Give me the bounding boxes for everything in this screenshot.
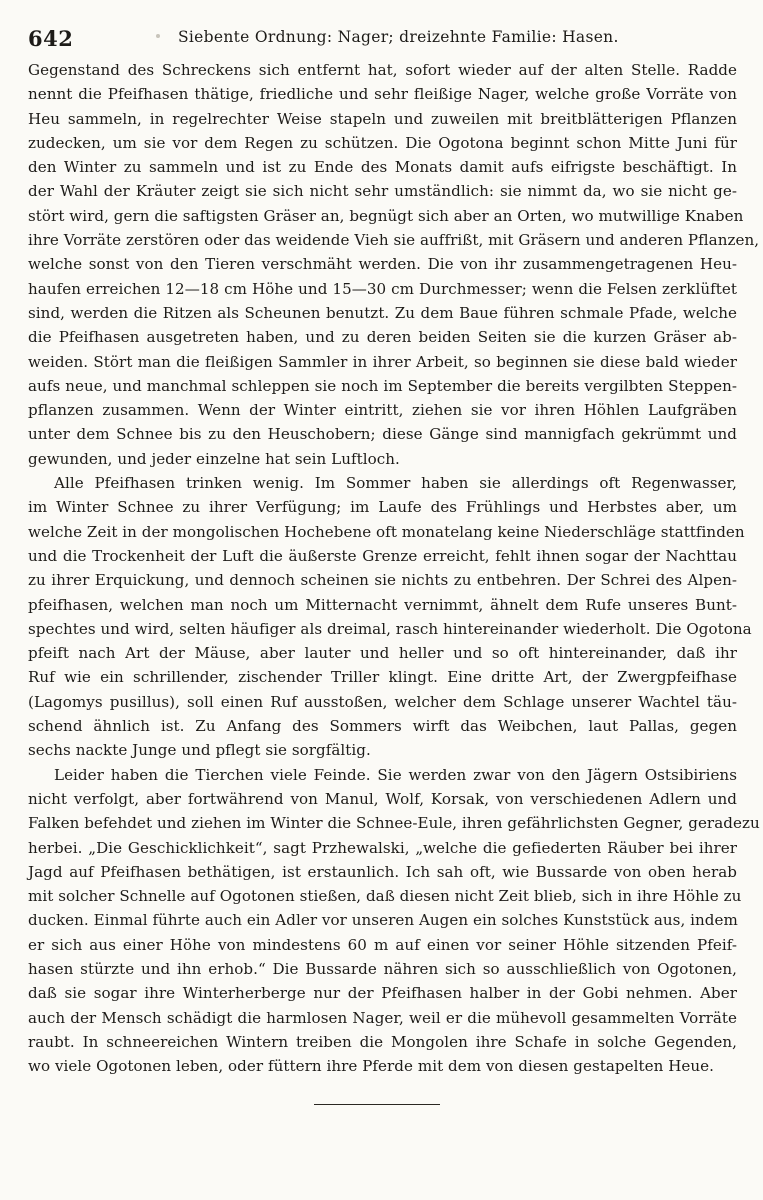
paragraph-2: [28, 471, 752, 763]
text-line: welche Zeit in der mongolischen Hochebene oft monatelang keine Niederschläge stattfinden: [28, 522, 745, 541]
text-line: raubt. In schneereichen Wintern treiben die Mongolen ihre Schafe in solche Gegenden,: [28, 1032, 737, 1051]
text-line: pfeifhasen, welchen man noch um Mitternacht vernimmt, ähnelt dem Rufe unseres Bunt-: [28, 595, 737, 614]
text-line: Heu sammeln, in regelrechter Weise stapeln und zuweilen mit breitblätterigen Pflanzen: [28, 109, 737, 128]
text-line: herbei. „Die Geschicklichkeit“, sagt Przhewalski, „welche die gefiederten Räuber bei ihrer: [28, 838, 737, 857]
text-line: (Lagomys pusillus), soll einen Ruf ausstoßen, welcher dem Schlage unserer Wachtel täu-: [28, 692, 737, 711]
ink-speck: [156, 34, 160, 38]
text-line: zu ihrer Erquickung, und dennoch scheinen sie nichts zu entbehren. Der Schrei des Alpen-: [28, 571, 737, 590]
text-line: wo viele Ogotonen leben, oder füttern ihre Pferde mit dem von diesen gestapelten Heue.: [28, 1057, 714, 1076]
paragraph-3: [28, 763, 760, 1079]
text-line: Leider haben die Tierchen viele Feinde. Sie werden zwar von den Jägern Ostsibiriens: [54, 765, 737, 784]
text-line: welche sonst von den Tieren verschmäht werden. Die von ihr zusammengetragenen Heu-: [28, 255, 737, 274]
text-line: Falken befehdet und ziehen im Winter die Schnee-Eule, ihren gefährlichsten Gegner, geradezu: [28, 814, 760, 833]
text-line: pfeift nach Art der Mäuse, aber lauter und heller und so oft hintereinander, daß ihr: [28, 644, 737, 663]
text-line: sind, werden die Ritzen als Scheunen benutzt. Zu dem Baue führen schmale Pfade, welche: [28, 303, 737, 322]
text-line: stört wird, gern die saftigsten Gräser an, begnügt sich aber an Orten, wo mutwillige Knaben: [28, 206, 744, 225]
text-line: der Wahl der Kräuter zeigt sie sich nicht sehr umständlich: sie nimmt da, wo sie nicht ge-: [28, 182, 737, 201]
section-end-rule: [314, 1104, 440, 1105]
body-text: [28, 58, 760, 1105]
text-line: schend ähnlich ist. Zu Anfang des Sommers wirft das Weibchen, laut Pallas, gegen: [28, 717, 737, 736]
text-line: pflanzen zusammen. Wenn der Winter eintritt, ziehen sie vor ihren Höhlen Laufgräben: [28, 401, 737, 420]
text-line: mit solcher Schnelle auf Ogotonen stießen, daß diesen nicht Zeit blieb, sich in ihre Höhle zu: [28, 887, 742, 906]
page-header: [28, 18, 737, 58]
text-line: im Winter Schnee zu ihrer Verfügung; im Laufe des Frühlings und Herbstes aber, um: [28, 498, 737, 517]
text-line: weiden. Stört man die fleißigen Sammler in ihrer Arbeit, so beginnen sie diese bald wieder: [28, 352, 737, 371]
text-line: die Pfeifhasen ausgetreten haben, und zu deren beiden Seiten sie die kurzen Gräser ab-: [28, 328, 737, 347]
text-line: Jagd auf Pfeifhasen bethätigen, ist erstaunlich. Ich sah oft, wie Bussarde von oben herab: [28, 862, 737, 881]
text-line: nicht verfolgt, aber fortwährend von Manul, Wolf, Korsak, von verschiedenen Adlern und: [28, 789, 737, 808]
text-line: gewunden, und jeder einzelne hat sein Luftloch.: [28, 449, 400, 468]
text-line: ducken. Einmal führte auch ein Adler vor unseren Augen ein solches Kunststück aus, indem: [28, 911, 738, 930]
text-line: und die Trockenheit der Luft die äußerste Grenze erreicht, fehlt ihnen sogar der Nachttau: [28, 546, 737, 565]
text-line: den Winter zu sammeln und ist zu Ende des Monats damit aufs eifrigste beschäftigt. In: [28, 158, 737, 177]
text-line: Alle Pfeifhasen trinken wenig. Im Sommer haben sie allerdings oft Regenwasser,: [54, 474, 737, 493]
text-line: ihre Vorräte zerstören oder das weidende Vieh sie auffrißt, mit Gräsern und anderen Pflanzen,: [28, 231, 760, 250]
text-line: auch der Mensch schädigt die harmlosen Nager, weil er die mühevoll gesammelten Vorräte: [28, 1008, 737, 1027]
text-line: sechs nackte Junge und pflegt sie sorgfältig.: [28, 741, 371, 760]
text-line: haufen erreichen 12—18 cm Höhe und 15—30 cm Durchmesser; wenn die Felsen zerklüftet: [28, 279, 737, 298]
running-head: Siebente Ordnung: Nager; dreizehnte Familie: Hasen.: [178, 28, 619, 46]
text-line: hasen stürzte und ihn erhob.“ Die Bussarde nähren sich so ausschließlich von Ogotonen,: [28, 959, 737, 978]
text-line: unter dem Schnee bis zu den Heuschobern; diese Gänge sind mannigfach gekrümmt und: [28, 425, 737, 444]
text-line: spechtes und wird, selten häufiger als dreimal, rasch hintereinander wiederholt. Die Ogotona: [28, 619, 752, 638]
page-number: 642: [28, 26, 74, 51]
text-line: aufs neue, und manchmal schleppen sie noch im September die bereits vergilbten Steppen-: [28, 376, 737, 395]
paragraph-1: [28, 58, 760, 471]
text-line: daß sie sogar ihre Winterherberge nur der Pfeifhasen halber in der Gobi nehmen. Aber: [28, 984, 737, 1003]
text-line: Ruf wie ein schrillender, zischender Triller klingt. Eine dritte Art, der Zwergpfeifhase: [28, 668, 737, 687]
text-line: Gegenstand des Schreckens sich entfernt hat, sofort wieder auf der alten Stelle. Radde: [28, 61, 737, 79]
text-line: zudecken, um sie vor dem Regen zu schützen. Die Ogotona beginnt schon Mitte Juni für: [28, 133, 737, 152]
text-line: er sich aus einer Höhe von mindestens 60 m auf einen vor seiner Höhle sitzenden Pfeif-: [28, 935, 737, 954]
text-line: nennt die Pfeifhasen thätige, friedliche und sehr fleißige Nager, welche große Vorräte von: [28, 85, 737, 104]
